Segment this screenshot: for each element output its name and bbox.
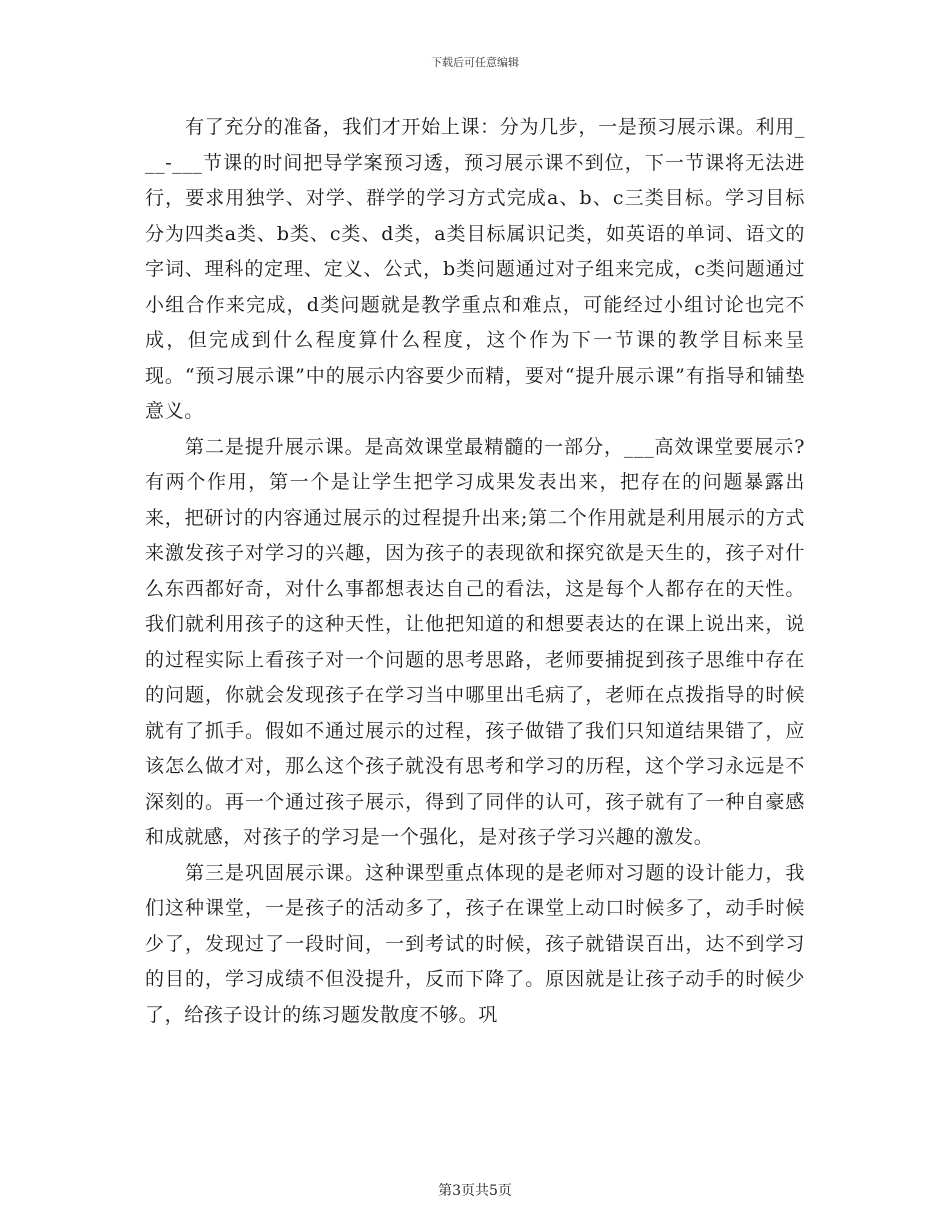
page-header: 下载后可任意编辑 xyxy=(431,56,519,69)
page-number: 第3页共5页 xyxy=(438,1183,512,1199)
paragraph-consolidation-class: 第三是巩固展示课。这种课型重点体现的是老师对习题的设计能力，我们这种课堂，一是孩子的活动多了，孩子在课堂上动口时候多了，动手时候少了，发现过了一段时间，一到考试的时候，孩子就错误百出，达不到学习的目的，学习成绩不但没提升，反而下降了。原因就是让孩子动手的时候少了，给孩子设计的练习题发散度不够。巩 xyxy=(145,861,805,1026)
document-body xyxy=(145,110,805,1033)
paragraph-preview-class: 有了充分的准备，我们才开始上课：分为几步，一是预习展示课。利用___-___节课的时间把导学案预习透，预习展示课不到位，下一节课将无法进行，要求用独学、对学、群学的学习方式完成a、b、c三类目标。学习目标分为四类a类、b类、c类、d类，a类目标属识记类，如英语的单词、语文的字词、理科的定理、定义、公式，b类问题通过对子组来完成，c类问题通过小组合作来完成，d类问题就是教学重点和难点，可能经过小组讨论也完不成，但完成到什么程度算什么程度，这个作为下一节课的教学目标来呈现。“预习展示课”中的展示内容要少而精，要对“提升展示课”有指导和铺垫意义。 xyxy=(145,116,805,422)
paragraph-improvement-class: 第二是提升展示课。是高效课堂最精髓的一部分，___高效课堂要展示?有两个作用，第一个是让学生把学习成果发表出来，把存在的问题暴露出来，把研讨的内容通过展示的过程提升出来;第二个作用就是利用展示的方式来激发孩子对学习的兴趣，因为孩子的表现欲和探究欲是天生的，孩子对什么东西都好奇，对什么事都想表达自己的看法，这是每个人都存在的天性。我们就利用孩子的这种天性，让他把知道的和想要表达的在课上说出来，说的过程实际上看孩子对一个问题的思考思路，老师要捕捉到孩子思维中存在的问题，你就会发现孩子在学习当中哪里出毛病了，老师在点拨指导的时候就有了抓手。假如不通过展示的过程，孩子做错了我们只知道结果错了，应该怎么做才对，那么这个孩子就没有思考和学习的历程，这个学习永远是不深刻的。再一个通过孩子展示，得到了同伴的认可，孩子就有了一种自豪感和成就感，对孩子的学习是一个强化，是对孩子学习兴趣的激发。 xyxy=(145,435,805,848)
